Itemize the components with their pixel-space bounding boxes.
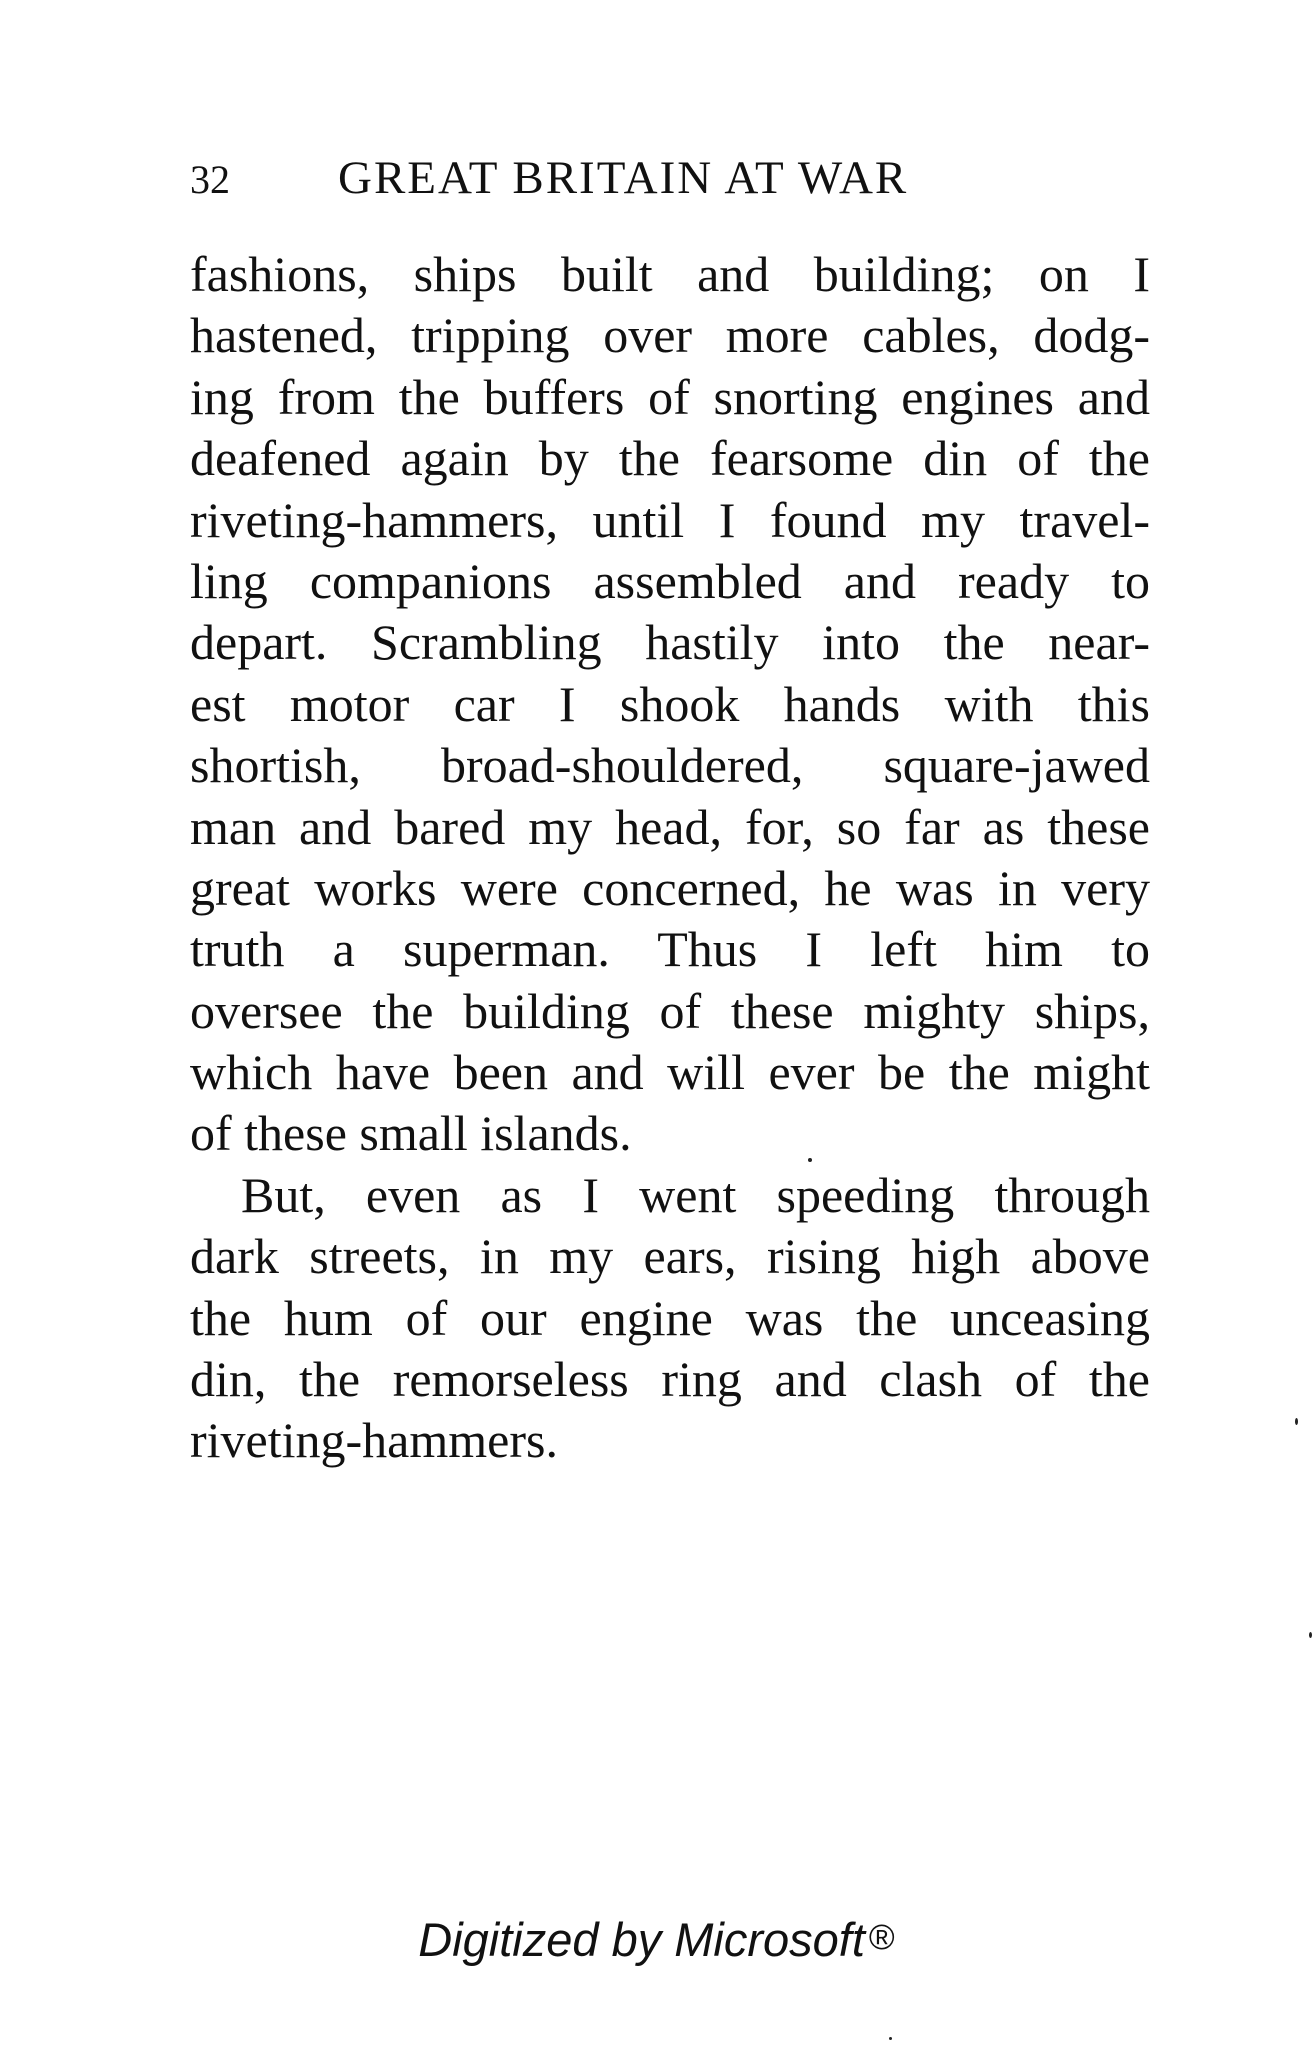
registered-mark: ® <box>868 1918 895 1957</box>
text-line: riveting-hammers, until I found my travel- <box>190 491 1150 548</box>
running-title: GREAT BRITAIN AT WAR <box>338 152 909 204</box>
text-line: truth a superman. Thus I left him to <box>190 921 1150 978</box>
paragraph-2 <box>190 1165 1150 1472</box>
text-line: which have been and will ever be the might <box>190 1044 1150 1101</box>
text-line: of these small islands. <box>190 1105 632 1162</box>
text-line: hastened, tripping over more cables, dodg- <box>190 307 1150 364</box>
text-line: shortish, broad-shouldered, square-jawed <box>190 737 1150 794</box>
paragraph-1 <box>190 244 1150 1165</box>
text-line: oversee the building of these mighty ships, <box>190 982 1150 1039</box>
watermark-text: Digitized by Microsoft <box>418 1913 865 1966</box>
text-line: ling companions assembled and ready to <box>190 552 1150 609</box>
text-line: fashions, ships built and building; on I <box>190 246 1150 302</box>
text-line: the hum of our engine was the unceasing <box>190 1289 1150 1346</box>
text-line: riveting-hammers. <box>190 1412 558 1469</box>
text-line: great works were concerned, he was in very <box>190 859 1150 916</box>
text-line: deafened again by the fearsome din of the <box>190 430 1150 487</box>
text-line: But, even as I went speeding through <box>241 1166 1150 1223</box>
text-line: depart. Scrambling hastily into the near- <box>190 614 1150 671</box>
page-number: 32 <box>190 157 230 202</box>
scan-speck <box>889 2037 892 2040</box>
text-line: dark streets, in my ears, rising high above <box>190 1228 1150 1285</box>
text-line: est motor car I shook hands with this <box>190 675 1150 732</box>
text-line: ing from the buffers of snorting engines and <box>190 368 1150 425</box>
text-line: din, the remorseless ring and clash of the <box>190 1351 1150 1408</box>
digitization-watermark <box>0 1912 1313 1967</box>
running-header <box>190 148 908 208</box>
scan-speck <box>1295 1418 1298 1425</box>
scan-speck <box>808 1158 812 1162</box>
body-text <box>190 244 1150 1472</box>
text-line: man and bared my head, for, so far as these <box>190 798 1150 855</box>
scan-speck <box>1309 1632 1312 1638</box>
